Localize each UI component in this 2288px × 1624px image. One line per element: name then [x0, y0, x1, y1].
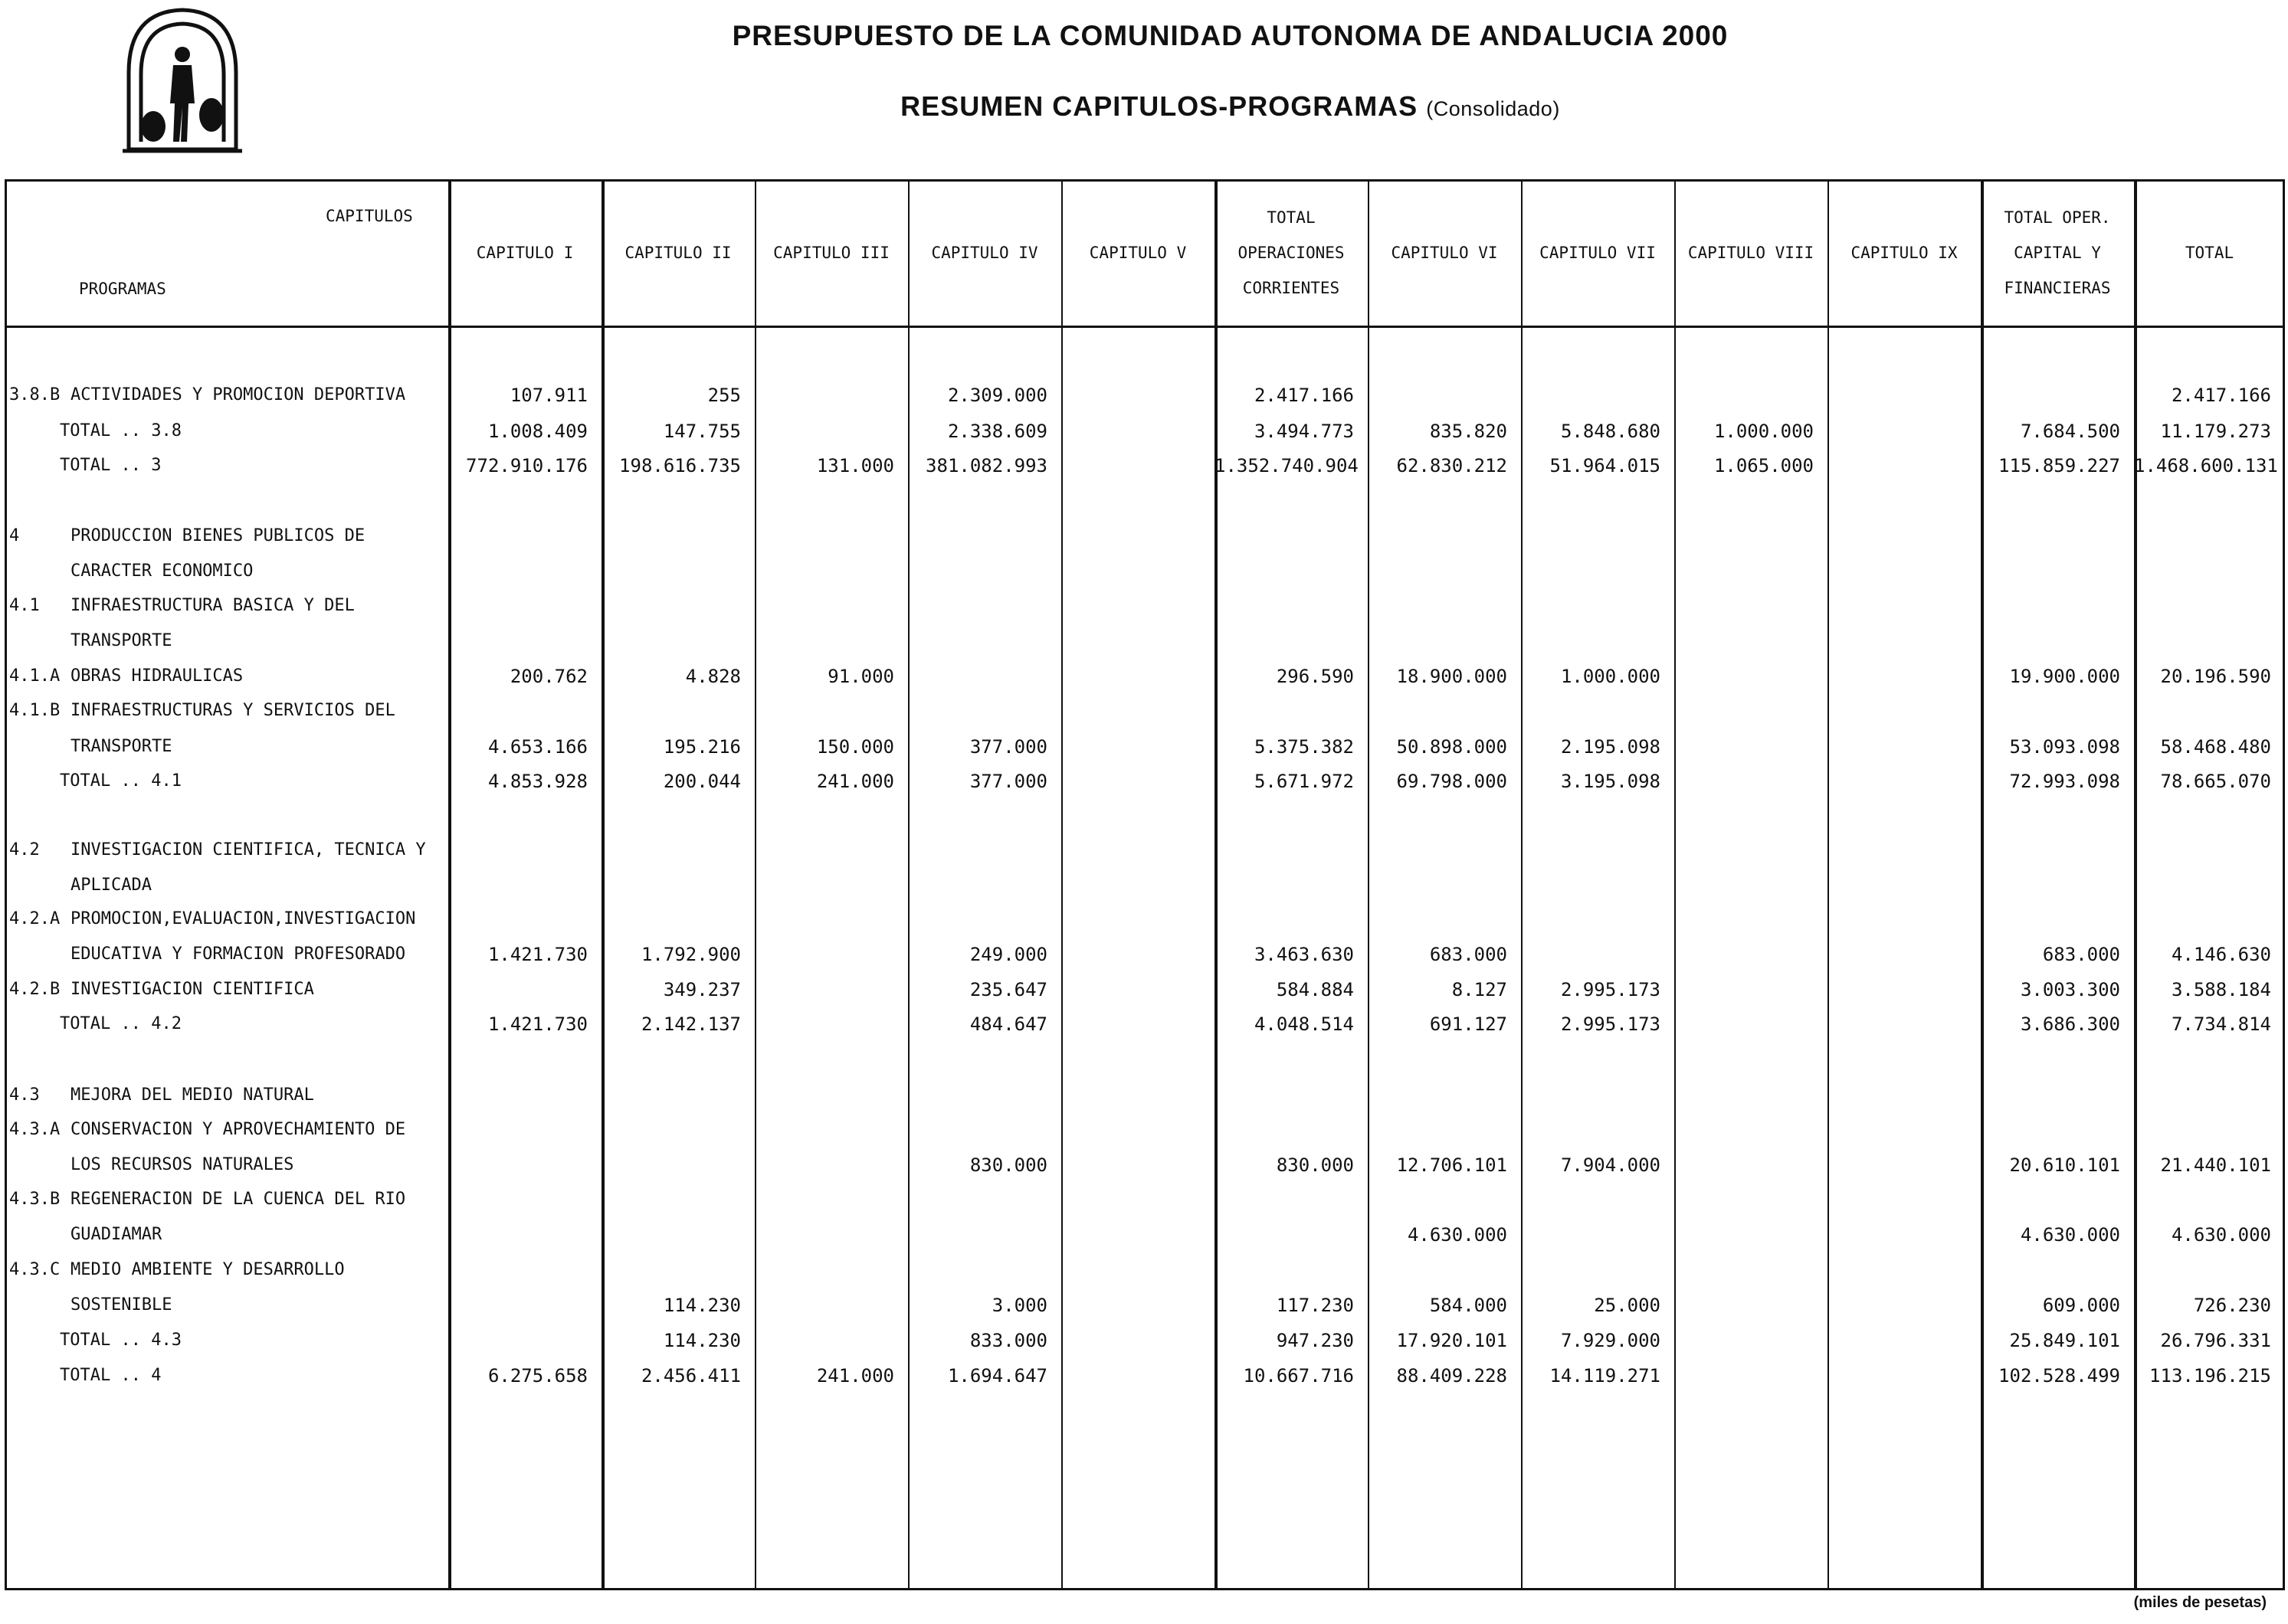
- value-cell: 1.694.647: [947, 1365, 1047, 1387]
- value-cell: 3.494.773: [1254, 421, 1354, 442]
- value-cell: 349.237: [663, 979, 741, 1000]
- program-label: TRANSPORTE: [70, 631, 172, 650]
- value-cell: 114.230: [663, 1330, 741, 1351]
- program-label: MEDIO AMBIENTE Y DESARROLLO: [70, 1260, 345, 1279]
- total-label: TOTAL .. 4.2: [60, 1014, 182, 1033]
- program-code: 3.8.B: [9, 385, 61, 404]
- table-row: [0, 732, 2288, 762]
- value-cell: 21.440.101: [2160, 1154, 2271, 1176]
- value-cell: 26.796.331: [2160, 1330, 2271, 1351]
- value-cell: 69.798.000: [1396, 771, 1507, 792]
- value-cell: 6.275.658: [487, 1365, 588, 1387]
- table-row: [0, 1184, 2288, 1215]
- value-cell: 830.000: [969, 1154, 1047, 1176]
- program-label: PROMOCION,EVALUACION,INVESTIGACION: [70, 909, 416, 928]
- value-cell: 584.000: [1429, 1295, 1507, 1316]
- value-cell: 78.665.070: [2160, 771, 2271, 792]
- table-row: [0, 591, 2288, 621]
- total-label: TOTAL .. 4.3: [60, 1331, 182, 1350]
- program-code: 4.2.A: [9, 909, 61, 928]
- program-label: ACTIVIDADES Y PROMOCION DEPORTIVA: [70, 385, 406, 404]
- column-header: TOTAL: [2185, 244, 2234, 262]
- document-subtitle: [0, 90, 2288, 123]
- value-cell: 2.309.000: [947, 385, 1047, 406]
- value-cell: 7.929.000: [1560, 1330, 1660, 1351]
- value-cell: 381.082.993: [926, 455, 1047, 476]
- table-row: [0, 1150, 2288, 1180]
- value-cell: 91.000: [828, 666, 894, 687]
- value-cell: 17.920.101: [1396, 1330, 1507, 1351]
- value-cell: 2.142.137: [641, 1013, 741, 1035]
- column-header: CAPITULO III: [773, 244, 890, 262]
- program-code: 4.3.C: [9, 1260, 61, 1279]
- value-cell: 241.000: [816, 1365, 894, 1387]
- document-title: PRESUPUESTO DE LA COMUNIDAD AUTONOMA DE ANDALUCIA 2000: [732, 20, 1729, 51]
- value-cell: 4.853.928: [487, 771, 588, 792]
- value-cell: 255: [707, 385, 741, 406]
- program-code: 4.1: [9, 596, 40, 615]
- value-cell: 200.044: [663, 771, 741, 792]
- table-row: [0, 1325, 2288, 1356]
- table-row: [0, 450, 2288, 481]
- value-cell: 58.468.480: [2160, 736, 2271, 758]
- value-cell: 2.417.166: [2171, 385, 2271, 406]
- value-cell: 235.647: [969, 979, 1047, 1000]
- value-cell: 25.849.101: [2009, 1330, 2120, 1351]
- value-cell: 3.000: [992, 1295, 1047, 1316]
- value-cell: 8.127: [1451, 979, 1507, 1000]
- table-row: [0, 1220, 2288, 1250]
- table-row: [0, 661, 2288, 692]
- program-label: TRANSPORTE: [70, 737, 172, 756]
- value-cell: 1.468.600.131: [2134, 455, 2278, 476]
- program-code: 4.3.B: [9, 1190, 61, 1209]
- value-cell: 102.528.499: [1998, 1365, 2120, 1387]
- program-label: APLICADA: [70, 876, 152, 895]
- value-cell: 377.000: [969, 736, 1047, 758]
- value-cell: 200.762: [510, 666, 588, 687]
- value-cell: 691.127: [1429, 1013, 1507, 1035]
- program-label: CONSERVACION Y APROVECHAMIENTO DE: [70, 1120, 406, 1139]
- value-cell: 4.828: [685, 666, 741, 687]
- value-cell: 2.417.166: [1254, 385, 1354, 406]
- subtitle-note: (Consolidado): [1426, 97, 1560, 120]
- value-cell: 1.008.409: [487, 421, 588, 442]
- table-row: [0, 1009, 2288, 1040]
- value-cell: 726.230: [2193, 1295, 2271, 1316]
- value-cell: 4.630.000: [2020, 1224, 2120, 1246]
- value-cell: 2.195.098: [1560, 736, 1660, 758]
- value-cell: 772.910.176: [466, 455, 588, 476]
- table-row: [0, 939, 2288, 970]
- value-cell: 1.421.730: [487, 1013, 588, 1035]
- table-row: [0, 974, 2288, 1005]
- total-label: TOTAL .. 4.1: [60, 771, 182, 791]
- program-label: OBRAS HIDRAULICAS: [70, 666, 244, 686]
- table-row: [0, 1255, 2288, 1285]
- program-label: SOSTENIBLE: [70, 1295, 172, 1315]
- program-code: 4.1.B: [9, 701, 61, 720]
- program-code: 4.1.A: [9, 666, 61, 686]
- header-separator: [5, 326, 2285, 328]
- value-cell: 131.000: [816, 455, 894, 476]
- value-cell: 50.898.000: [1396, 736, 1507, 758]
- subtitle-main: RESUMEN CAPITULOS-PROGRAMAS: [900, 90, 1418, 122]
- value-cell: 3.003.300: [2020, 979, 2120, 1000]
- table-row: [0, 380, 2288, 411]
- program-label: MEJORA DEL MEDIO NATURAL: [70, 1085, 314, 1105]
- value-cell: 25.000: [1594, 1295, 1660, 1316]
- value-cell: 4.630.000: [2171, 1224, 2271, 1246]
- value-cell: 683.000: [1429, 944, 1507, 965]
- value-cell: 833.000: [969, 1330, 1047, 1351]
- value-cell: 683.000: [2042, 944, 2120, 965]
- column-header: CAPITULO II: [624, 244, 732, 262]
- program-label: INFRAESTRUCTURA BASICA Y DEL: [70, 596, 355, 615]
- value-cell: 20.196.590: [2160, 666, 2271, 687]
- value-cell: 7.734.814: [2171, 1013, 2271, 1035]
- value-cell: 5.375.382: [1254, 736, 1354, 758]
- header-capitulos: CAPITULOS: [326, 207, 413, 225]
- value-cell: 4.146.630: [2171, 944, 2271, 965]
- column-header: CAPITULO VI: [1391, 244, 1498, 262]
- value-cell: 19.900.000: [2009, 666, 2120, 687]
- value-cell: 14.119.271: [1549, 1365, 1660, 1387]
- total-label: TOTAL .. 4: [60, 1366, 162, 1385]
- program-code: 4.3: [9, 1085, 40, 1105]
- value-cell: 114.230: [663, 1295, 741, 1316]
- value-cell: 7.904.000: [1560, 1154, 1660, 1176]
- column-header: CAPITULO IV: [931, 244, 1038, 262]
- column-header: CAPITULO VII: [1539, 244, 1656, 262]
- value-cell: 117.230: [1276, 1295, 1354, 1316]
- program-code: 4.2: [9, 840, 40, 859]
- value-cell: 1.792.900: [641, 944, 741, 965]
- program-label: CARACTER ECONOMICO: [70, 562, 254, 581]
- value-cell: 5.848.680: [1560, 421, 1660, 442]
- program-code: 4: [9, 526, 20, 545]
- value-cell: 1.000.000: [1713, 421, 1814, 442]
- table-row: [0, 870, 2288, 901]
- value-cell: 115.859.227: [1998, 455, 2120, 476]
- table-row: [0, 626, 2288, 656]
- value-cell: 2.995.173: [1560, 979, 1660, 1000]
- value-cell: 4.048.514: [1254, 1013, 1354, 1035]
- total-label: TOTAL .. 3.8: [60, 421, 182, 440]
- value-cell: 609.000: [2042, 1295, 2120, 1316]
- table-row: [0, 1360, 2288, 1391]
- value-cell: 296.590: [1276, 666, 1354, 687]
- value-cell: 2.995.173: [1560, 1013, 1660, 1035]
- program-code: 4.3.A: [9, 1120, 61, 1139]
- total-label: TOTAL .. 3: [60, 456, 162, 475]
- value-cell: 20.610.101: [2009, 1154, 2120, 1176]
- column-header: CAPITULO IX: [1850, 244, 1958, 262]
- program-label: PRODUCCION BIENES PUBLICOS DE: [70, 526, 365, 545]
- column-header: CAPITULO I: [476, 244, 574, 262]
- value-cell: 150.000: [816, 736, 894, 758]
- table-row: [0, 1080, 2288, 1111]
- value-cell: 3.195.098: [1560, 771, 1660, 792]
- value-cell: 11.179.273: [2160, 421, 2271, 442]
- value-cell: 2.338.609: [947, 421, 1047, 442]
- header-programas: PROGRAMAS: [79, 280, 166, 298]
- value-cell: 3.686.300: [2020, 1013, 2120, 1035]
- value-cell: 12.706.101: [1396, 1154, 1507, 1176]
- table-row: [0, 1115, 2288, 1145]
- value-cell: 1.352.740.904: [1214, 455, 1359, 476]
- table-row: [0, 904, 2288, 935]
- value-cell: 195.216: [663, 736, 741, 758]
- table-row: [0, 1290, 2288, 1321]
- column-header: TOTAL OPER. CAPITAL Y FINANCIERAS: [2004, 208, 2111, 297]
- value-cell: 18.900.000: [1396, 666, 1507, 687]
- value-cell: 53.093.098: [2009, 736, 2120, 758]
- value-cell: 3.588.184: [2171, 979, 2271, 1000]
- table-row: [0, 416, 2288, 447]
- value-cell: 5.671.972: [1254, 771, 1354, 792]
- value-cell: 4.653.166: [487, 736, 588, 758]
- value-cell: 249.000: [969, 944, 1047, 965]
- value-cell: 1.421.730: [487, 944, 588, 965]
- program-label: LOS RECURSOS NATURALES: [70, 1155, 294, 1174]
- column-header: CAPITULO V: [1089, 244, 1187, 262]
- program-label: GUADIAMAR: [70, 1225, 162, 1244]
- value-cell: 1.065.000: [1713, 455, 1814, 476]
- program-label: REGENERACION DE LA CUENCA DEL RIO: [70, 1190, 406, 1209]
- value-cell: 1.000.000: [1560, 666, 1660, 687]
- value-cell: 107.911: [510, 385, 588, 406]
- value-cell: 2.456.411: [641, 1365, 741, 1387]
- value-cell: 377.000: [969, 771, 1047, 792]
- program-code: 4.2.B: [9, 980, 61, 999]
- program-label: EDUCATIVA Y FORMACION PROFESORADO: [70, 945, 406, 964]
- value-cell: 198.616.735: [619, 455, 741, 476]
- value-cell: 62.830.212: [1396, 455, 1507, 476]
- units-note: (miles de pesetas): [2133, 1594, 2267, 1611]
- column-header: TOTAL OPERACIONES CORRIENTES: [1237, 208, 1345, 297]
- table-row: [0, 835, 2288, 866]
- table-row: [0, 556, 2288, 587]
- value-cell: 88.409.228: [1396, 1365, 1507, 1387]
- program-label: INVESTIGACION CIENTIFICA, TECNICA Y: [70, 840, 426, 859]
- value-cell: 947.230: [1276, 1330, 1354, 1351]
- value-cell: 113.196.215: [2149, 1365, 2271, 1387]
- value-cell: 51.964.015: [1549, 455, 1660, 476]
- value-cell: 835.820: [1429, 421, 1507, 442]
- value-cell: 584.884: [1276, 979, 1354, 1000]
- program-label: INVESTIGACION CIENTIFICA: [70, 980, 314, 999]
- value-cell: 830.000: [1276, 1154, 1354, 1176]
- value-cell: 241.000: [816, 771, 894, 792]
- table-row: [0, 696, 2288, 726]
- table-row: [0, 521, 2288, 552]
- value-cell: 72.993.098: [2009, 771, 2120, 792]
- value-cell: 3.463.630: [1254, 944, 1354, 965]
- value-cell: 484.647: [969, 1013, 1047, 1035]
- program-label: INFRAESTRUCTURAS Y SERVICIOS DEL: [70, 701, 395, 720]
- value-cell: 147.755: [663, 421, 741, 442]
- table-row: [0, 766, 2288, 797]
- value-cell: 10.667.716: [1243, 1365, 1354, 1387]
- column-header: CAPITULO VIII: [1687, 244, 1814, 262]
- value-cell: 7.684.500: [2020, 421, 2120, 442]
- value-cell: 4.630.000: [1407, 1224, 1507, 1246]
